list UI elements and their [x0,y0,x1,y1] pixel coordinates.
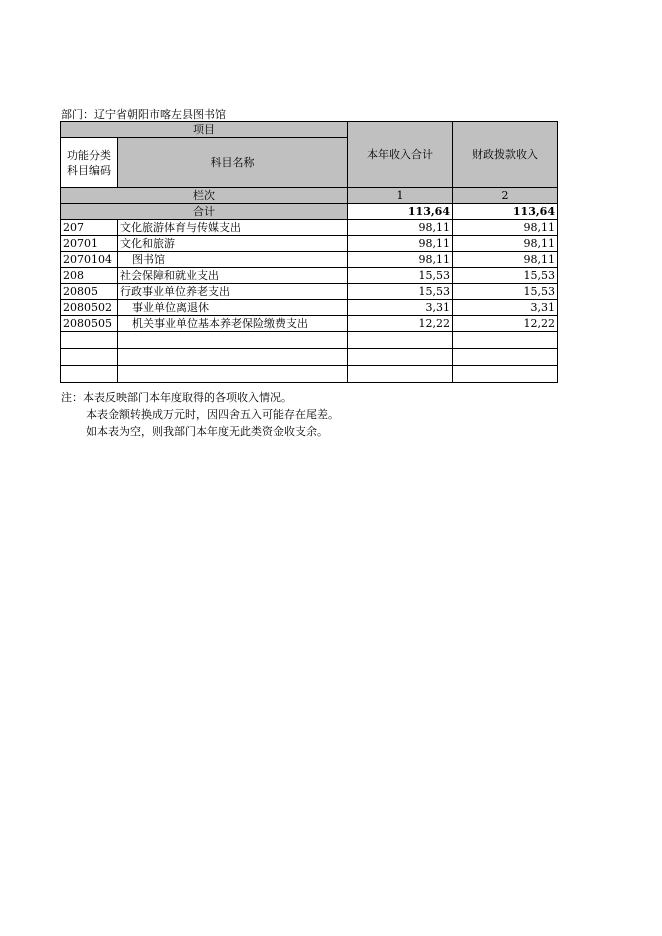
project-header: 项目 [61,122,348,138]
empty-row [61,366,558,383]
code-header-line2: 科目编码 [67,163,111,177]
column-index-2: 2 [453,188,558,204]
function-code-header [61,138,118,188]
note-line-2: 本表金额转换成万元时，因四舍五入可能存在尾差。 [86,408,339,421]
empty-cell [61,332,118,349]
income-table [60,121,558,383]
row-fiscal: 98,11 [453,236,558,252]
table-row [61,252,558,268]
total-income: 113,64 [348,204,453,220]
row-code: 2080505 [61,316,118,332]
subject-name-header: 科目名称 [118,138,348,188]
row-fiscal: 98,11 [453,220,558,236]
row-income: 15,53 [348,284,453,300]
empty-cell [453,349,558,366]
table-row [61,220,558,236]
row-income: 12,22 [348,316,453,332]
empty-cell [118,349,348,366]
note-line-3: 如本表为空，则我部门本年度无此类资金收支余。 [86,425,328,438]
empty-cell [453,366,558,383]
empty-row [61,349,558,366]
table-row [61,300,558,316]
table-notes [61,389,339,440]
row-code: 207 [61,220,118,236]
row-fiscal: 15,53 [453,268,558,284]
row-name: 事业单位离退休 [118,300,348,316]
empty-cell [118,366,348,383]
empty-cell [61,366,118,383]
note-line-1: 注：本表反映部门本年度取得的各项收入情况。 [61,391,292,404]
row-fiscal: 12,22 [453,316,558,332]
empty-cell [118,332,348,349]
row-name: 行政事业单位养老支出 [118,284,348,300]
row-income: 98,11 [348,252,453,268]
income-total-header: 本年收入合计 [348,122,453,188]
department-label: 部门：辽宁省朝阳市喀左县图书馆 [61,108,226,121]
row-name: 图书馆 [118,252,348,268]
empty-cell [348,349,453,366]
empty-cell [348,366,453,383]
column-index-1: 1 [348,188,453,204]
row-name: 社会保障和就业支出 [118,268,348,284]
row-income: 98,11 [348,236,453,252]
total-label: 合计 [61,204,348,220]
row-code: 208 [61,268,118,284]
row-code: 2080502 [61,300,118,316]
table-row [61,316,558,332]
row-name: 机关事业单位基本养老保险缴费支出 [118,316,348,332]
row-fiscal: 98,11 [453,252,558,268]
row-income: 15,53 [348,268,453,284]
row-code: 20805 [61,284,118,300]
table-row [61,268,558,284]
row-name: 文化旅游体育与传媒支出 [118,220,348,236]
empty-row [61,332,558,349]
empty-cell [348,332,453,349]
row-code: 2070104 [61,252,118,268]
table-row [61,284,558,300]
total-fiscal: 113,64 [453,204,558,220]
table-row [61,236,558,252]
row-fiscal: 15,53 [453,284,558,300]
code-header-line1: 功能分类 [67,148,111,162]
row-income: 98,11 [348,220,453,236]
empty-cell [453,332,558,349]
empty-cell [61,349,118,366]
row-income: 3,31 [348,300,453,316]
fiscal-header: 财政拨款收入 [453,122,558,188]
column-index-label: 栏次 [61,188,348,204]
row-name: 文化和旅游 [118,236,348,252]
row-fiscal: 3,31 [453,300,558,316]
row-code: 20701 [61,236,118,252]
